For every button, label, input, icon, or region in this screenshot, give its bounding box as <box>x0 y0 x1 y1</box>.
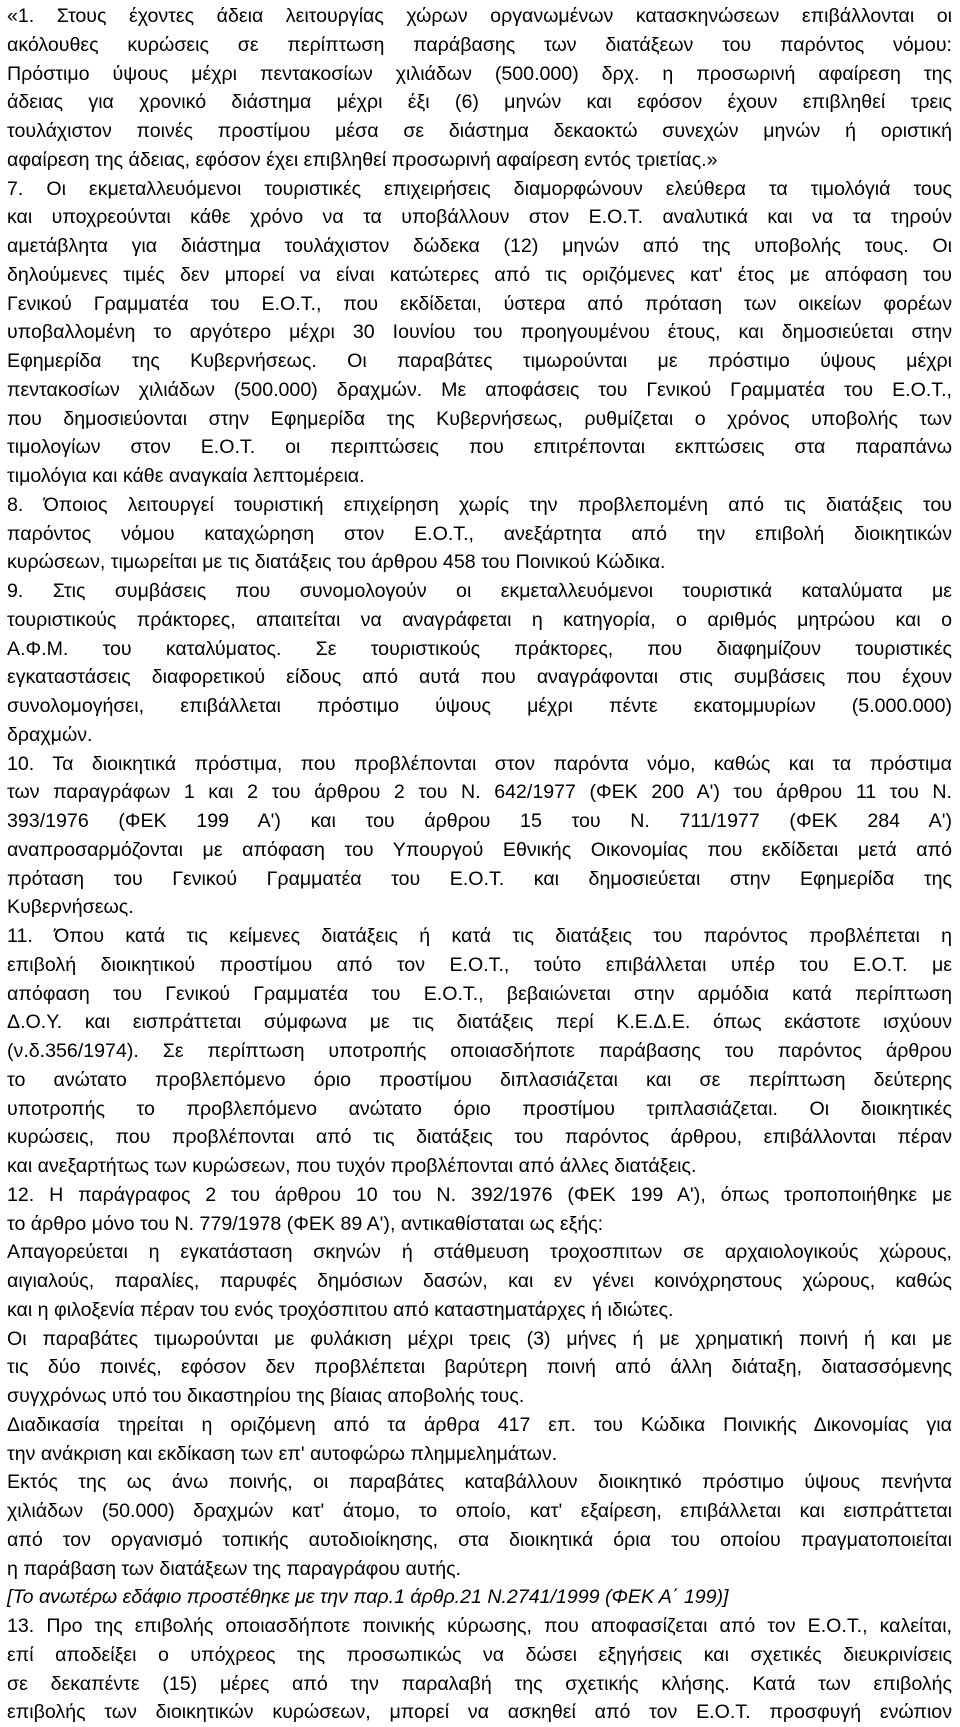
text-line: 9. Στις συμβάσεις που συνομολογούν οι εκμεταλλευόμενοι τουριστικά καταλύματα με <box>7 580 952 602</box>
text-line: 10. Τα διοικητικά πρόστιμα, που προβλέπονται στον παρόντα νόμο, καθώς και τα πρόστιμα <box>7 752 952 775</box>
text-line: άδειας για χρονικό διάστημα μέχρι έξι (6) μηνών και εφόσον έχουν επιβληθεί τρεις <box>7 91 952 114</box>
text-line: υποβαλλομένη το αργότερο μέχρι 30 Ιουνίου του προηγουμένου έτους, και δημοσιεύεται στην <box>7 321 952 344</box>
text-line: συγχρόνως υπό του δικαστηρίου της βίαιας αποβολής τους. <box>7 1385 525 1407</box>
text-line: Οι παραβάτες τιμωρούνται με φυλάκιση μέχρι τρεις (3) μήνες ή με χρηματική ποινή ή και με <box>7 1327 952 1350</box>
text-line: 393/1976 (ΦΕΚ 199 Α') και του άρθρου 15 του Ν. 711/1977 (ΦΕΚ 284 Α') <box>7 810 952 832</box>
text-line: 12. Η παράγραφος 2 του άρθρου 10 του Ν. 392/1976 (ΦΕΚ 199 Α'), όπως τροποποιήθηκε με <box>7 1183 952 1206</box>
text-line: αμετάβλητα για διάστημα τουλάχιστον δώδεκα (12) μηνών από της υποβολής τους. Οι <box>7 235 952 257</box>
text-line: «1. Στους έχοντες άδεια λειτουργίας χώρων οργανωμένων κατασκηνώσεων επιβάλλονται οι <box>7 5 952 27</box>
text-line: Εφημερίδα της Κυβερνήσεως. Οι παραβάτες τιμωρούνται με πρόστιμο ύψους μέχρι <box>7 350 952 372</box>
text-line: χιλιάδων (50.000) δραχμών κατ' άτομο, το οποίο, κατ' εξαίρεση, επιβάλλεται και εισπράττεται <box>7 1500 952 1522</box>
text-line: και υποχρεούνται κάθε χρόνο να τα υποβάλλουν στον Ε.Ο.Τ. αναλυτικά και να τα τηρούν <box>7 206 952 229</box>
text-line: τιμολόγια και κάθε αναγκαία λεπτομέρεια. <box>7 465 365 487</box>
text-line: επιβολής των διοικητικών κυρώσεων, μπορεί να ασκηθεί από τον Ε.Ο.Τ. προσφυγή ενώπιον <box>7 1701 952 1724</box>
text-line: η παράβαση των διατάξεων της παραγράφου αυτής. <box>7 1557 462 1580</box>
text-line: από τον οργανισμό τοπικής αυτοδιοίκησης, στα διοικητικά όρια του οποίου πραγματοποιείται <box>7 1528 952 1551</box>
text-line: Πρόστιμο ύψους μέχρι πεντακοσίων χιλιάδων (500.000) δρχ. η προσωρινή αφαίρεση της <box>7 62 952 85</box>
text-line: υποτροπής το προβλεπόμενο ανώτατο όριο προστίμου τριπλασιάζεται. Οι διοικητικές <box>7 1097 952 1120</box>
text-line: 13. Προ της επιβολής οποιασδήποτε ποινικής κύρωσης, που αποφασίζεται από τον Ε.Ο.Τ., καλείται, <box>7 1615 952 1637</box>
text-line: πρόταση του Γενικού Γραμματέα του Ε.Ο.Τ. και δημοσιεύεται στην Εφημερίδα της <box>7 867 952 890</box>
text-line: αιγιαλούς, παραλίες, παρυφές δημόσιων δασών, και εν γένει κοινόχρηστους χώρους, καθώς <box>7 1270 952 1292</box>
text-line: Κυβερνήσεως. <box>7 896 134 919</box>
text-line: και η φιλοξενία πέραν του ενός τροχόσπιτου από καταστηματάρχες ή ιδιώτες. <box>7 1298 674 1321</box>
text-line: το ανώτατο προβλεπόμενο όριο προστίμου διπλασιάζεται και σε περίπτωση δεύτερης <box>7 1068 952 1091</box>
text-line: επί αποδείξει ο υπόχρεος της προσωπικώς να δώσει εξηγήσεις και σχετικές διευκρινίσεις <box>7 1643 952 1666</box>
text-line: Απαγορεύεται η εγκατάσταση σκηνών ή στάθμευση τροχοσπιτων σε αρχαιολογικούς χώρους, <box>7 1241 952 1264</box>
text-line: 7. Οι εκμεταλλευόμενοι τουριστικές επιχειρήσεις διαμορφώνουν ελεύθερα τα τιμολόγιά τους <box>7 177 952 200</box>
text-line: Δ.Ο.Υ. και εισπράττεται σύμφωνα με τις διατάξεις περί Κ.Ε.Δ.Ε. όπως εκάστοτε ισχύουν <box>7 1011 952 1034</box>
text-line: τις δύο ποινές, εφόσον δεν προβλέπεται βαρύτερη ποινή από άλλη διάταξη, διατασσόμενης <box>7 1356 952 1379</box>
text-line: 8. Όποιος λειτουργεί τουριστική επιχείρηση χωρίς την προβλεπομένη από τις διατάξεις του <box>7 493 952 516</box>
text-line: Διαδικασία τηρείται η οριζόμενη από τα άρθρα 417 επ. του Κώδικα Ποινικής Δικονομίας για <box>7 1413 952 1436</box>
text-line: δραχμών. <box>7 723 93 746</box>
text-line: δηλούμενες τιμές δεν μπορεί να είναι κατώτερες από τις οριζόμενες κατ' έτος με απόφαση του <box>7 263 952 286</box>
text-line: Γενικού Γραμματέα του Ε.Ο.Τ., που εκδίδεται, ύστερα από πρόταση των οικείων φορέων <box>7 292 952 315</box>
text-line: των παραγράφων 1 και 2 του άρθρου 2 του Ν. 642/1977 (ΦΕΚ 200 Α') του άρθρου 11 του Ν. <box>7 781 952 804</box>
text-line: κυρώσεις, που προβλέπονται από τις διατάξεις του παρόντος άρθρου, επιβάλλονται πέραν <box>7 1126 952 1149</box>
text-line: συνολομογήσει, επιβάλλεται πρόστιμο ύψους μέχρι πέντε εκατομμυρίων (5.000.000) <box>7 695 952 717</box>
text-line: κυρώσεων, τιμωρείται με τις διατάξεις του άρθρου 458 του Ποινικού Κώδικα. <box>7 551 666 574</box>
text-line: 11. Όπου κατά τις κείμενες διατάξεις ή κατά τις διατάξεις του παρόντος προβλέπεται η <box>7 925 952 947</box>
text-line: και ανεξαρτήτως των κυρώσεων, που τυχόν προβλέπονται από άλλες διατάξεις. <box>7 1155 697 1177</box>
text-line: την ανάκριση και εκδίκαση των επ' αυτοφώρω πλημμελημάτων. <box>7 1442 558 1465</box>
text-line: τιμολογίων στον Ε.Ο.Τ. οι περιπτώσεις που επιτρέπονται εκπτώσεις στα παραπάνω <box>7 436 952 459</box>
text-line: τουριστικούς πράκτορες, απαιτείται να αναγράφεται η κατηγορία, ο αριθμός μητρώου και ο <box>7 608 952 631</box>
text-line: απόφαση του Γενικού Γραμματέα του Ε.Ο.Τ., βεβαιώνεται στην αρμόδια κατά περίπτωση <box>7 982 952 1005</box>
text-line: εγκαταστάσεις διαφορετικού είδους από αυτά που αναγράφονται στις συμβάσεις που έχουν <box>7 666 952 689</box>
text-line: επιβολή διοικητικού προστίμου από τον Ε.Ο.Τ., τούτο επιβάλλεται υπέρ του Ε.Ο.Τ. με <box>7 953 952 976</box>
text-line: που δημοσιεύονται στην Εφημερίδα της Κυβερνήσεως, ρυθμίζεται ο χρόνος υποβολής των <box>7 407 952 430</box>
text-line: (ν.δ.356/1974). Σε περίπτωση υποτροπής οποιασδήποτε παράβασης του παρόντος άρθρου <box>7 1040 952 1062</box>
text-line: τουλάχιστον ποινές προστίμου μέσα σε διάστημα δεκαοκτώ συνεχών μηνών ή οριστική <box>7 120 952 142</box>
text-line: πεντακοσίων χιλιάδων (500.000) δραχμών. Με αποφάσεις του Γενικού Γραμματέα του Ε.Ο.Τ., <box>7 378 952 401</box>
text-line: ακόλουθες κυρώσεις σε περίπτωση παράβασης των διατάξεων του παρόντος νόμου: <box>7 33 952 56</box>
text-line: Α.Φ.Μ. του καταλύματος. Σε τουριστικούς πράκτορες, που διαφημίζουν τουριστικές <box>7 637 952 660</box>
text-line: σε δεκαπέντε (15) μέρες από την παραλαβή της σχετικής κλήσης. Κατά των επιβολής <box>7 1672 952 1695</box>
text-line: αφαίρεση της άδειας, εφόσον έχει επιβληθεί προσωρινή αφαίρεση εντός τριετίας.» <box>7 148 718 171</box>
text-line: Εκτός της ως άνω ποινής, οι παραβάτες καταβάλλουν διοικητικό πρόστιμο ύψους πενήντα <box>7 1471 952 1494</box>
text-line: αναπροσαρμόζονται με απόφαση του Υπουργού Εθνικής Οικονομίας που εκδίδεται μετά από <box>7 838 952 861</box>
amendment-note-line: [Το ανωτέρω εδάφιο προστέθηκε με την παρ.1 άρθρ.21 Ν.2741/1999 (ΦΕΚ Α΄ 199)] <box>7 1586 729 1609</box>
text-line: το άρθρο μόνο του Ν. 779/1978 (ΦΕΚ 89 Α'), αντικαθίσταται ως εξής: <box>7 1212 604 1235</box>
text-line: παρόντος νόμου καταχώρηση στον Ε.Ο.Τ., ανεξάρτητα από την επιβολή διοικητικών <box>7 522 952 545</box>
